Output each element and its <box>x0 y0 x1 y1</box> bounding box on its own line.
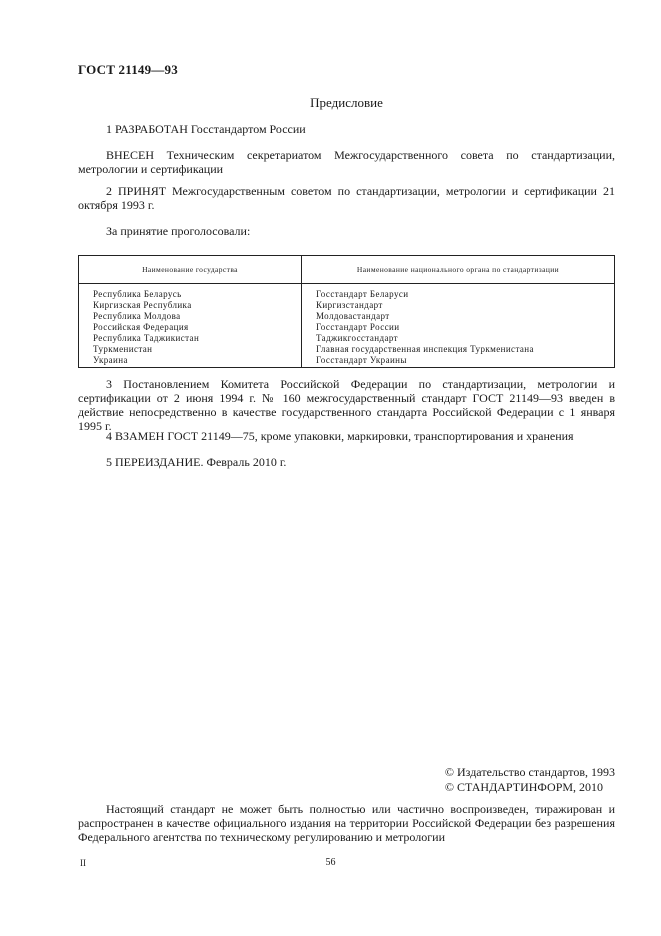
standard-code: ГОСТ 21149—93 <box>78 62 178 77</box>
copyright-line-2: © СТАНДАРТИНФОРМ, 2010 <box>444 780 604 794</box>
table-row <box>79 322 614 333</box>
roman-page-marker: II <box>80 858 86 868</box>
state-cell: Туркменистан <box>79 344 302 355</box>
reproduction-notice: Настоящий стандарт не может быть полностью или частично воспроизведен, тиражирован и распространен в качестве официального издания на территории Российской Федерации без разрешения Федерального агентства по техническому регулированию и метрологии <box>78 802 615 844</box>
column-header-state: Наименование государства <box>79 256 302 284</box>
table-row <box>79 344 614 355</box>
copyright-line-1: © Издательство стандартов, 1993 <box>444 765 615 779</box>
national-body-cell: Госстандарт России <box>316 322 400 332</box>
column-header-national-body: Наименование национального органа по стандартизации <box>302 256 615 284</box>
state-cell: Республика Молдова <box>79 311 302 322</box>
submitted-paragraph: ВНЕСЕН Техническим секретариатом Межгосударственного совета по стандартизации, метрологии и сертификации <box>78 148 615 176</box>
item-3-enacted: 3 Постановлением Комитета Российской Федерации по стандартизации, метрологии и сертификации от 2 июня 1994 г. № 160 межгосударственный стандарт ГОСТ 21149—93 введен в действие непосредственно в качестве государственного стандарта Российской Федерации с 1 января 1995 г. <box>78 377 615 433</box>
state-cell: Республика Беларусь <box>79 284 302 301</box>
national-body-cell: Главная государственная инспекция Туркменистана <box>316 344 534 354</box>
national-body-cell: Госстандарт Украины <box>316 355 407 365</box>
table-row <box>79 333 614 344</box>
table-row <box>79 284 614 301</box>
copyright-block <box>445 765 615 795</box>
item-2-adopted: 2 ПРИНЯТ Межгосударственным советом по стандартизации, метрологии и сертификации 21 октября 1993 г. <box>78 184 615 212</box>
national-body-cell: Таджикгосстандарт <box>316 333 398 343</box>
table-row <box>79 311 614 322</box>
item-1-developed: 1 РАЗРАБОТАН Госстандартом России <box>106 122 306 136</box>
state-cell: Российская Федерация <box>79 322 302 333</box>
national-body-cell: Госстандарт Беларуси <box>316 289 409 299</box>
page-number: 56 <box>325 857 336 868</box>
state-cell: Республика Таджикистан <box>79 333 302 344</box>
voting-table <box>78 255 615 368</box>
item-5-reissue: 5 ПЕРЕИЗДАНИЕ. Февраль 2010 г. <box>106 455 287 469</box>
state-cell: Украина <box>79 355 302 367</box>
national-body-cell: Молдовастандарт <box>316 311 390 321</box>
state-cell: Киргизская Республика <box>79 300 302 311</box>
national-body-cell: Киргизстандарт <box>316 300 383 310</box>
table-row <box>79 355 614 367</box>
voted-label: За принятие проголосовали: <box>106 224 251 238</box>
item-4-replaces: 4 ВЗАМЕН ГОСТ 21149—75, кроме упаковки, маркировки, транспортирования и хранения <box>106 429 574 443</box>
preface-title: Предисловие <box>310 95 383 110</box>
table-row <box>79 300 614 311</box>
